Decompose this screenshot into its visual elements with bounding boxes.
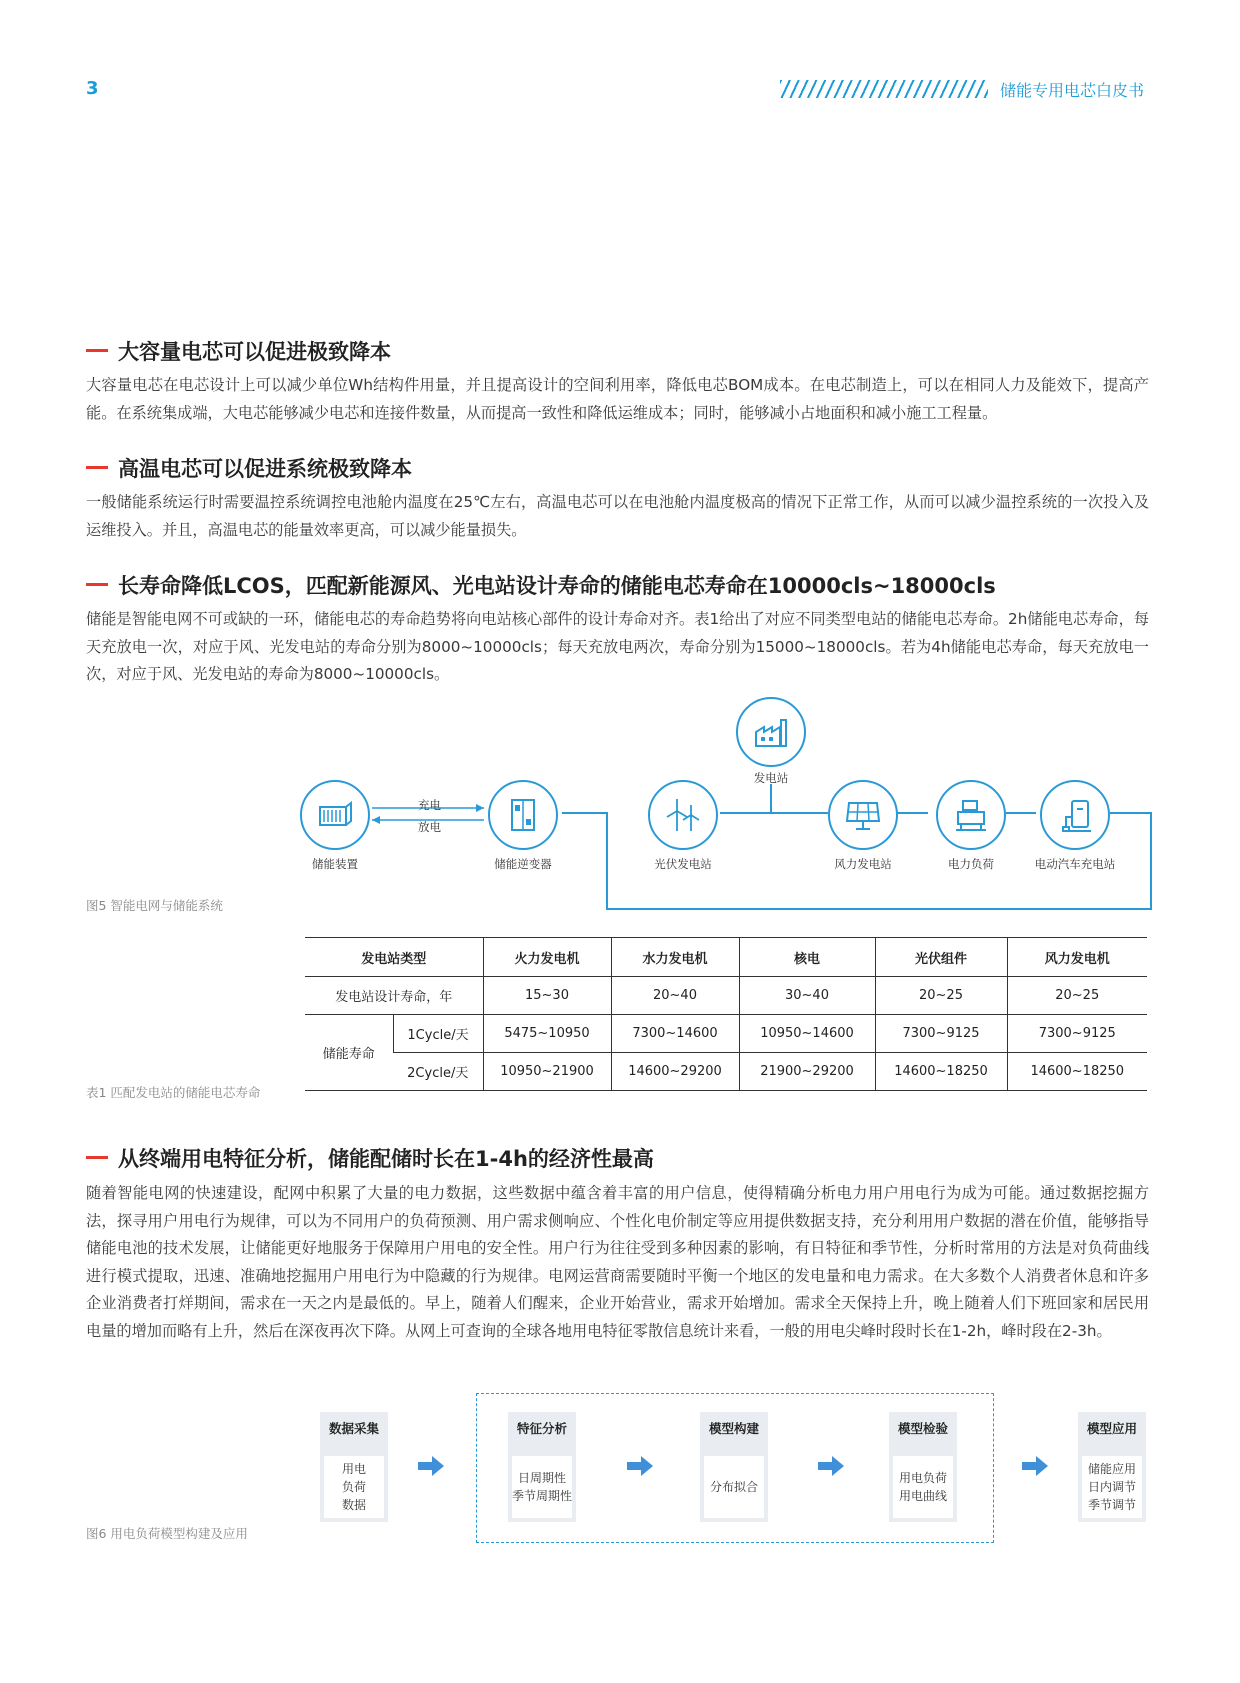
flow-step-title: 模型检验 xyxy=(897,1421,948,1436)
section-title: 高温电芯可以促进系统极致降本 xyxy=(118,457,412,481)
flow-step xyxy=(508,1412,576,1522)
table-cell: 10950~14600 xyxy=(739,1015,875,1053)
section-title: 大容量电芯可以促进极致降本 xyxy=(118,340,391,364)
flow-step-body: 用电负荷 用电曲线 xyxy=(893,1456,953,1518)
flow-step-title: 数据采集 xyxy=(328,1421,379,1436)
heading-red-dash xyxy=(86,466,108,469)
inverter-cabinet-icon xyxy=(488,780,558,850)
connector-line xyxy=(606,908,1152,910)
table-cell: 15~30 xyxy=(483,977,611,1015)
ev-station-label: 电动汽车充电站 xyxy=(1034,857,1116,871)
flow-step-title: 特征分析 xyxy=(516,1421,567,1436)
table-cell: 30~40 xyxy=(739,977,875,1015)
section-heading xyxy=(86,336,391,366)
wind-turbine-icon xyxy=(648,780,718,850)
wind-station-label: 风力发电站 xyxy=(834,857,892,871)
table-header-cell: 风力发电机 xyxy=(1007,938,1147,977)
figure6-caption: 图6 用电负荷模型构建及应用 xyxy=(86,1526,248,1541)
flow-step xyxy=(1078,1412,1146,1522)
header-hatch-decoration xyxy=(780,80,988,98)
right-arrow-icon xyxy=(627,1456,653,1476)
flow-step-title: 模型应用 xyxy=(1086,1421,1137,1436)
connector-line xyxy=(606,812,608,910)
connector-line xyxy=(896,812,928,814)
flow-step-body: 储能应用 日内调节 季节调节 xyxy=(1082,1456,1142,1518)
table-cell: 7300~9125 xyxy=(875,1015,1007,1053)
right-arrow-icon xyxy=(1022,1456,1048,1476)
ev-charger-icon xyxy=(1040,780,1110,850)
document-title: 储能专用电芯白皮书 xyxy=(1000,81,1145,100)
heading-red-dash xyxy=(86,583,108,586)
connector-line xyxy=(720,812,828,814)
flow-step-body: 分布拟合 xyxy=(704,1456,764,1518)
table-cell: 20~40 xyxy=(611,977,739,1015)
connector-line xyxy=(1110,812,1152,814)
section-title: 长寿命降低LCOS，匹配新能源风、光电站设计寿命的储能电芯寿命在10000cls~18000cls xyxy=(118,574,996,598)
charge-label: 充电 xyxy=(418,798,441,812)
table-row xyxy=(305,977,1147,1015)
section-heading xyxy=(86,570,996,600)
figure5-caption: 图5 智能电网与储能系统 xyxy=(86,898,223,913)
table-header-cell: 光伏组件 xyxy=(875,938,1007,977)
table-row-label: 2Cycle/天 xyxy=(393,1053,483,1091)
connector-line xyxy=(1150,812,1152,910)
section-paragraph: 随着智能电网的快速建设，配网中积累了大量的电力数据，这些数据中蕴含着丰富的用户信息，使得精确分析电力用户用电行为成为可能。通过数据挖掘方法，探寻用户用电行为规律，可以为不同用户的负荷预测、用户需求侧响应、个性化电价制定等应用提供数据支持，充分利用用户数据的潜在价值，能够指导储能电池的技术发展，让储能更好地服务于保障用户用电的安全性。用户行为往往受到多种因素的影响，有日特征和季节性，分析时常用的方法是对负荷曲线进行模式提取，迅速、准确地挖掘用户用电行为中隐藏的行为规律。电网运营商需要随时平衡一个地区的发电量和电力需求。在大多数个人消费者休息和许多企业消费者打烊期间，需求在一天之内是最低的。早上，随着人们醒来，企业开始营业，需求开始增加。需求全天保持上升，晚上随着人们下班回家和居民用电量的增加而略有上升，然后在深夜再次下降。从网上可查询的全球各地用电特征零散信息统计来看，一般的用电尖峰时段时长在1-2h，峰时段在2-3h。 xyxy=(86,1184,1149,1340)
table-storage-life xyxy=(305,937,1147,1091)
flow-step-body: 用电 负荷 数据 xyxy=(324,1456,384,1518)
table-row xyxy=(305,1015,1147,1053)
table-header-cell: 发电站类型 xyxy=(305,938,483,977)
table-row-label: 发电站设计寿命，年 xyxy=(305,977,483,1015)
load-label: 电力负荷 xyxy=(948,857,994,871)
table-cell: 5475~10950 xyxy=(483,1015,611,1053)
table-cell: 20~25 xyxy=(875,977,1007,1015)
storage-container-icon xyxy=(300,780,370,850)
section-paragraph: 储能是智能电网不可或缺的一环，储能电芯的寿命趋势将向电站核心部件的设计寿命对齐。表1给出了对应不同类型电站的储能电芯寿命。2h储能电芯寿命，每天充放电一次，对应于风、光发电站的寿命分别为8000~10000cls；每天充放电两次，寿命分别为15000~18000cls。若为4h储能电芯寿命，每天充放电一次，对应于风、光发电站的寿命为8000~10000cls。 xyxy=(86,610,1149,683)
electric-load-icon xyxy=(936,780,1006,850)
connector-line xyxy=(1006,812,1036,814)
table-header-cell: 核电 xyxy=(739,938,875,977)
flow-step-body: 日周期性 季节周期性 xyxy=(512,1456,572,1518)
table-header-cell: 水力发电机 xyxy=(611,938,739,977)
connector-line xyxy=(562,812,606,814)
flow-step-title: 模型构建 xyxy=(708,1421,759,1436)
table-cell: 7300~9125 xyxy=(1007,1015,1147,1053)
power-station-label: 发电站 xyxy=(753,771,789,785)
table-cell: 14600~18250 xyxy=(1007,1053,1147,1091)
inverter-label: 储能逆变器 xyxy=(494,857,552,871)
section-paragraph: 一般储能系统运行时需要温控系统调控电池舱内温度在25℃左右，高温电芯可以在电池舱内温度极高的情况下正常工作，从而可以减少温控系统的一次投入及运维投入。并且，高温电芯的能量效率更高，可以减少能量损失。 xyxy=(86,493,1149,539)
storage-label: 储能装置 xyxy=(312,857,358,871)
table-header-cell: 火力发电机 xyxy=(483,938,611,977)
heading-red-dash xyxy=(86,1156,108,1159)
right-arrow-icon xyxy=(818,1456,844,1476)
flow-step xyxy=(320,1412,388,1522)
section-heading xyxy=(86,1143,654,1173)
table-cell: 10950~21900 xyxy=(483,1053,611,1091)
solar-panel-icon xyxy=(828,780,898,850)
table1-caption: 表1 匹配发电站的储能电芯寿命 xyxy=(86,1085,261,1100)
table-row-group-label: 储能寿命 xyxy=(305,1015,393,1091)
table-row xyxy=(305,1053,1147,1091)
table-cell: 7300~14600 xyxy=(611,1015,739,1053)
section-paragraph: 大容量电芯在电芯设计上可以减少单位Wh结构件用量，并且提高设计的空间利用率，降低电芯BOM成本。在电芯制造上，可以在相同人力及能效下，提高产能。在系统集成端，大电芯能够减少电芯和连接件数量，从而提高一致性和降低运维成本；同时，能够减小占地面积和减小施工工程量。 xyxy=(86,376,1149,422)
table-cell: 21900~29200 xyxy=(739,1053,875,1091)
section-title: 从终端用电特征分析，储能配储时长在1-4h的经济性最高 xyxy=(118,1147,654,1171)
table-row-label: 1Cycle/天 xyxy=(393,1015,483,1053)
flow-step xyxy=(700,1412,768,1522)
flow-step xyxy=(889,1412,957,1522)
pv-station-label: 光伏发电站 xyxy=(654,857,712,871)
section-heading xyxy=(86,453,412,483)
connector-line xyxy=(770,784,772,814)
table-cell: 14600~18250 xyxy=(875,1053,1007,1091)
table-cell: 14600~29200 xyxy=(611,1053,739,1091)
table-header-row xyxy=(305,938,1147,977)
power-plant-icon xyxy=(736,697,806,767)
right-arrow-icon xyxy=(418,1456,444,1476)
table-cell: 20~25 xyxy=(1007,977,1147,1015)
discharge-label: 放电 xyxy=(418,820,441,834)
page-number: 3 xyxy=(86,78,99,99)
heading-red-dash xyxy=(86,349,108,352)
